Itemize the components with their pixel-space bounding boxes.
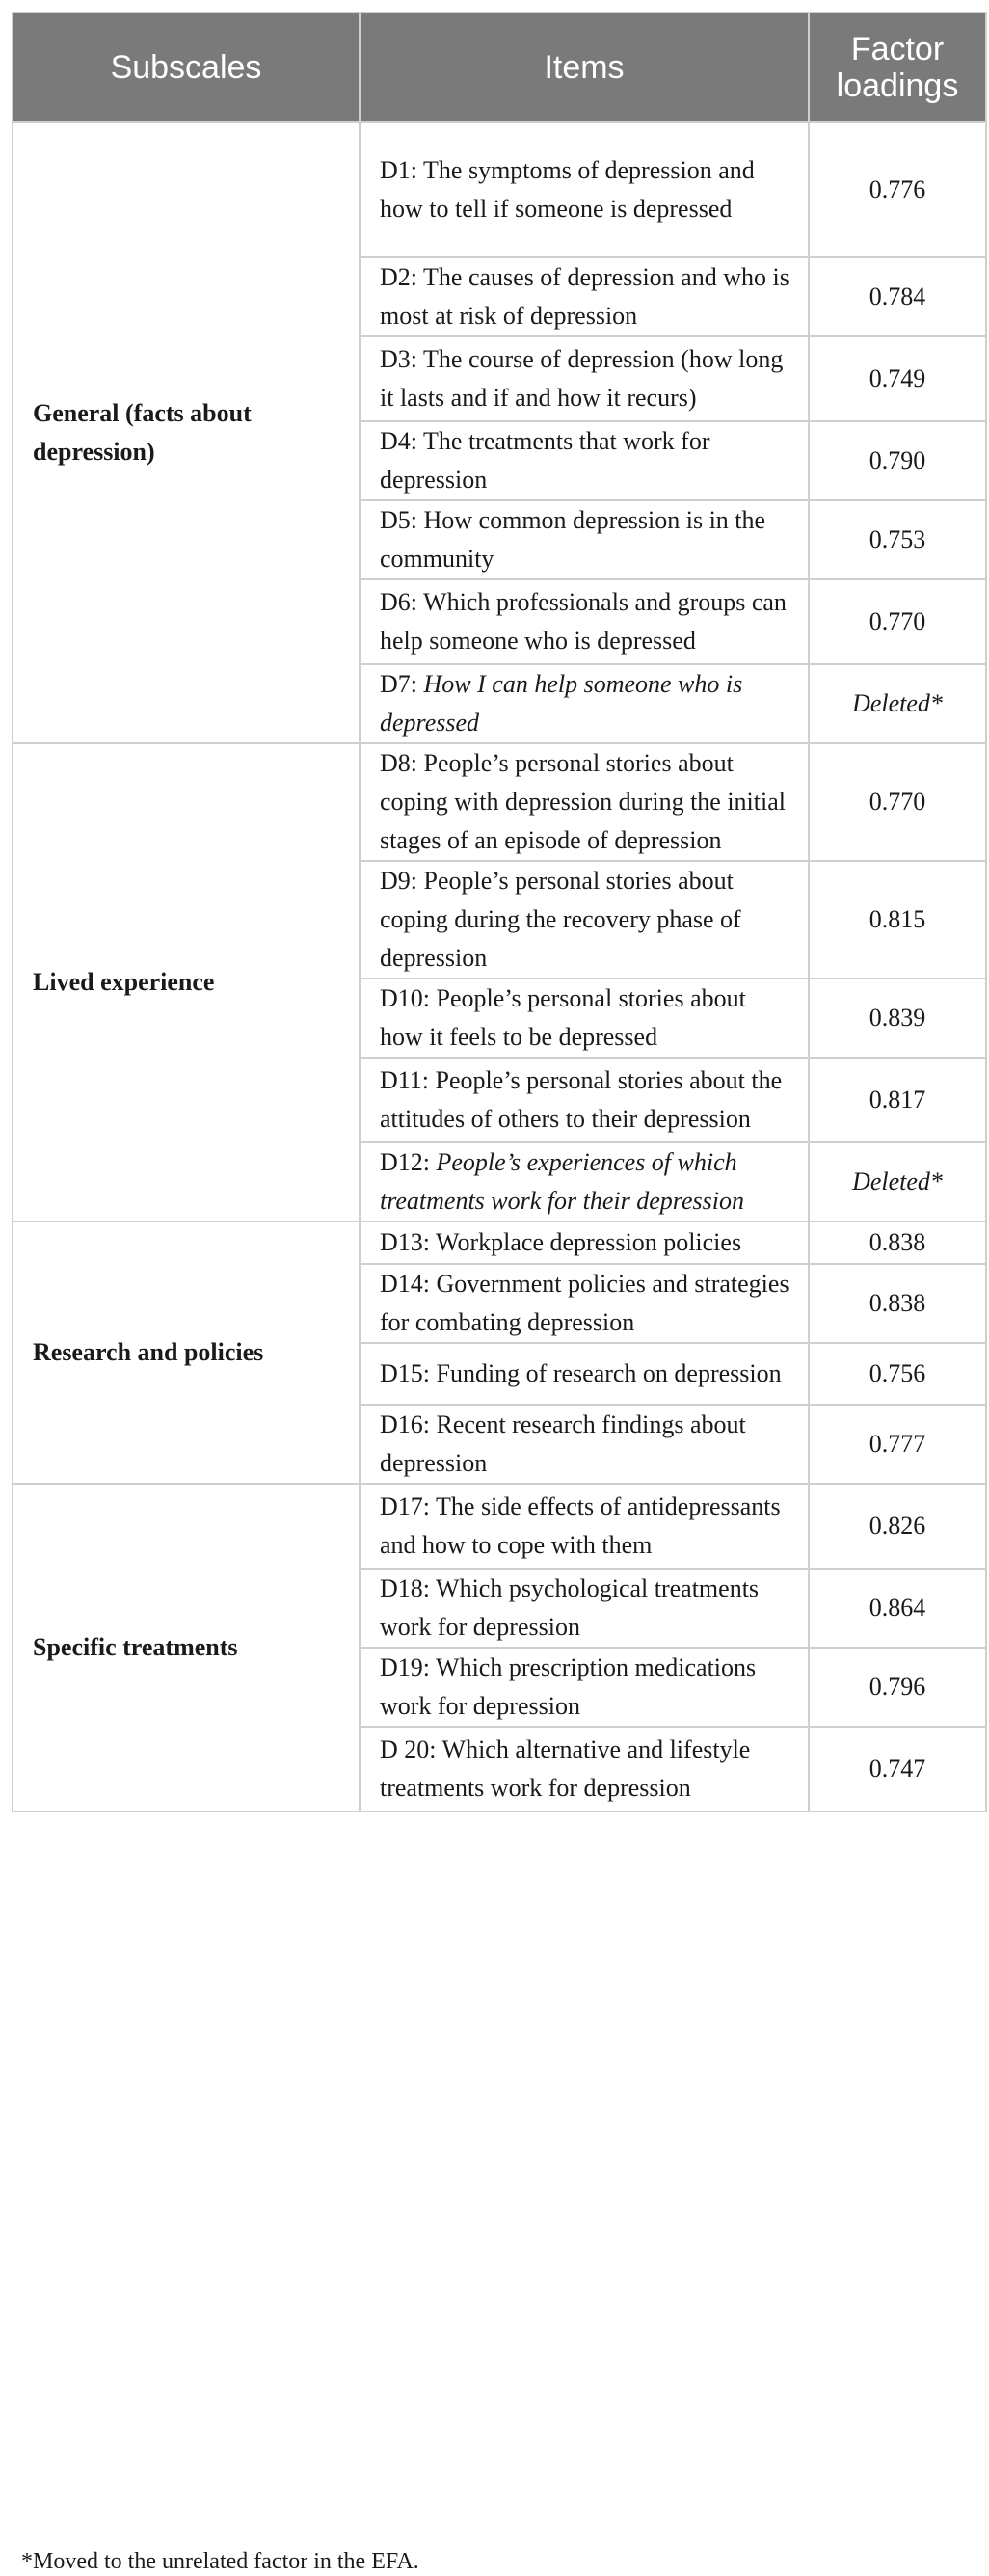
table-header-row — [13, 13, 986, 122]
item-text: People’s personal stories about how it feels to be depressed — [380, 984, 746, 1051]
loading-cell: Deleted* — [809, 664, 986, 743]
table-row — [13, 122, 986, 257]
item-code: D2: — [380, 263, 417, 291]
table-row — [13, 1221, 986, 1264]
item-code: D 20: — [380, 1735, 437, 1763]
item-code: D12: — [380, 1148, 430, 1176]
loading-cell: 0.756 — [809, 1343, 986, 1405]
item-text: The treatments that work for depression — [380, 427, 710, 494]
item-cell — [360, 861, 809, 979]
item-cell — [360, 257, 809, 336]
table-row — [13, 743, 986, 861]
loading-cell: 0.776 — [809, 122, 986, 257]
item-text: Which alternative and lifestyle treatments work for depression — [380, 1735, 751, 1802]
item-text: People’s personal stories about coping during the recovery phase of depression — [380, 867, 741, 972]
item-text: Funding of research on depression — [436, 1359, 782, 1387]
item-cell — [360, 1058, 809, 1142]
loading-cell: 0.796 — [809, 1648, 986, 1727]
item-code: D16: — [380, 1410, 430, 1438]
item-cell — [360, 1343, 809, 1405]
item-code: D5: — [380, 506, 417, 534]
item-code: D6: — [380, 588, 417, 616]
item-cell — [360, 1484, 809, 1569]
factor-loadings-table — [12, 12, 987, 1812]
loading-cell: 0.770 — [809, 743, 986, 861]
loading-cell: 0.838 — [809, 1221, 986, 1264]
item-code: D7: — [380, 670, 417, 698]
item-code: D13: — [380, 1228, 430, 1256]
item-code: D19: — [380, 1653, 430, 1681]
table-footnote: *Moved to the unrelated factor in the EFA. — [21, 2549, 419, 2574]
document-page — [12, 12, 985, 2574]
header-subscales: Subscales — [13, 13, 360, 122]
item-code: D10: — [380, 984, 430, 1012]
item-cell — [360, 979, 809, 1058]
item-text: People’s experiences of which treatments work for their depression — [380, 1148, 744, 1215]
loading-cell: 0.839 — [809, 979, 986, 1058]
loading-cell: 0.749 — [809, 336, 986, 421]
item-code: D8: — [380, 749, 417, 777]
item-code: D1: — [380, 156, 417, 184]
item-cell — [360, 421, 809, 500]
loading-cell: 0.826 — [809, 1484, 986, 1569]
table-row — [13, 1484, 986, 1569]
item-text: Which prescription medications work for depression — [380, 1653, 757, 1720]
item-cell — [360, 579, 809, 664]
item-text: Government policies and strategies for combating depression — [380, 1270, 789, 1336]
item-text: Which psychological treatments work for depression — [380, 1574, 760, 1641]
item-text: The symptoms of depression and how to tell if someone is depressed — [380, 156, 755, 223]
item-cell — [360, 743, 809, 861]
item-code: D3: — [380, 345, 417, 373]
item-cell — [360, 1727, 809, 1811]
item-code: D17: — [380, 1492, 430, 1520]
item-text: How I can help someone who is depressed — [380, 670, 743, 737]
subscale-cell: Research and policies — [13, 1221, 360, 1484]
item-code: D14: — [380, 1270, 430, 1298]
item-code: D11: — [380, 1066, 430, 1094]
item-cell — [360, 664, 809, 743]
loading-cell: 0.815 — [809, 861, 986, 979]
item-code: D18: — [380, 1574, 430, 1602]
header-items: Items — [360, 13, 809, 122]
loading-cell: 0.753 — [809, 500, 986, 579]
header-factor-loadings: Factor loadings — [809, 13, 986, 122]
loading-cell: 0.784 — [809, 257, 986, 336]
item-cell — [360, 500, 809, 579]
item-text: The course of depression (how long it lasts and if and how it recurs) — [380, 345, 784, 412]
item-cell — [360, 336, 809, 421]
item-text: How common depression is in the community — [380, 506, 766, 573]
subscale-cell: General (facts about depression) — [13, 122, 360, 743]
loading-cell: 0.838 — [809, 1264, 986, 1343]
loading-cell: 0.790 — [809, 421, 986, 500]
item-cell — [360, 1221, 809, 1264]
item-text: Recent research findings about depression — [380, 1410, 746, 1477]
item-text: The causes of depression and who is most at risk of depression — [380, 263, 789, 330]
item-text: People’s personal stories about the attitudes of others to their depression — [380, 1066, 783, 1133]
item-code: D4: — [380, 427, 417, 455]
item-cell — [360, 1648, 809, 1727]
loading-cell: 0.777 — [809, 1405, 986, 1484]
subscale-cell: Specific treatments — [13, 1484, 360, 1811]
item-code: D15: — [380, 1359, 430, 1387]
item-text: The side effects of antidepressants and how to cope with them — [380, 1492, 781, 1559]
loading-cell: Deleted* — [809, 1142, 986, 1221]
subscale-cell: Lived experience — [13, 743, 360, 1221]
item-cell — [360, 1142, 809, 1221]
loading-cell: 0.747 — [809, 1727, 986, 1811]
loading-cell: 0.770 — [809, 579, 986, 664]
item-code: D9: — [380, 867, 417, 895]
item-text: People’s personal stories about coping with depression during the initial stages of an episode of depression — [380, 749, 786, 854]
item-text: Workplace depression policies — [436, 1228, 742, 1256]
loading-cell: 0.864 — [809, 1569, 986, 1648]
item-cell — [360, 122, 809, 257]
item-cell — [360, 1569, 809, 1648]
item-text: Which professionals and groups can help someone who is depressed — [380, 588, 787, 655]
table-body — [13, 122, 986, 1811]
item-cell — [360, 1405, 809, 1484]
loading-cell: 0.817 — [809, 1058, 986, 1142]
item-cell — [360, 1264, 809, 1343]
